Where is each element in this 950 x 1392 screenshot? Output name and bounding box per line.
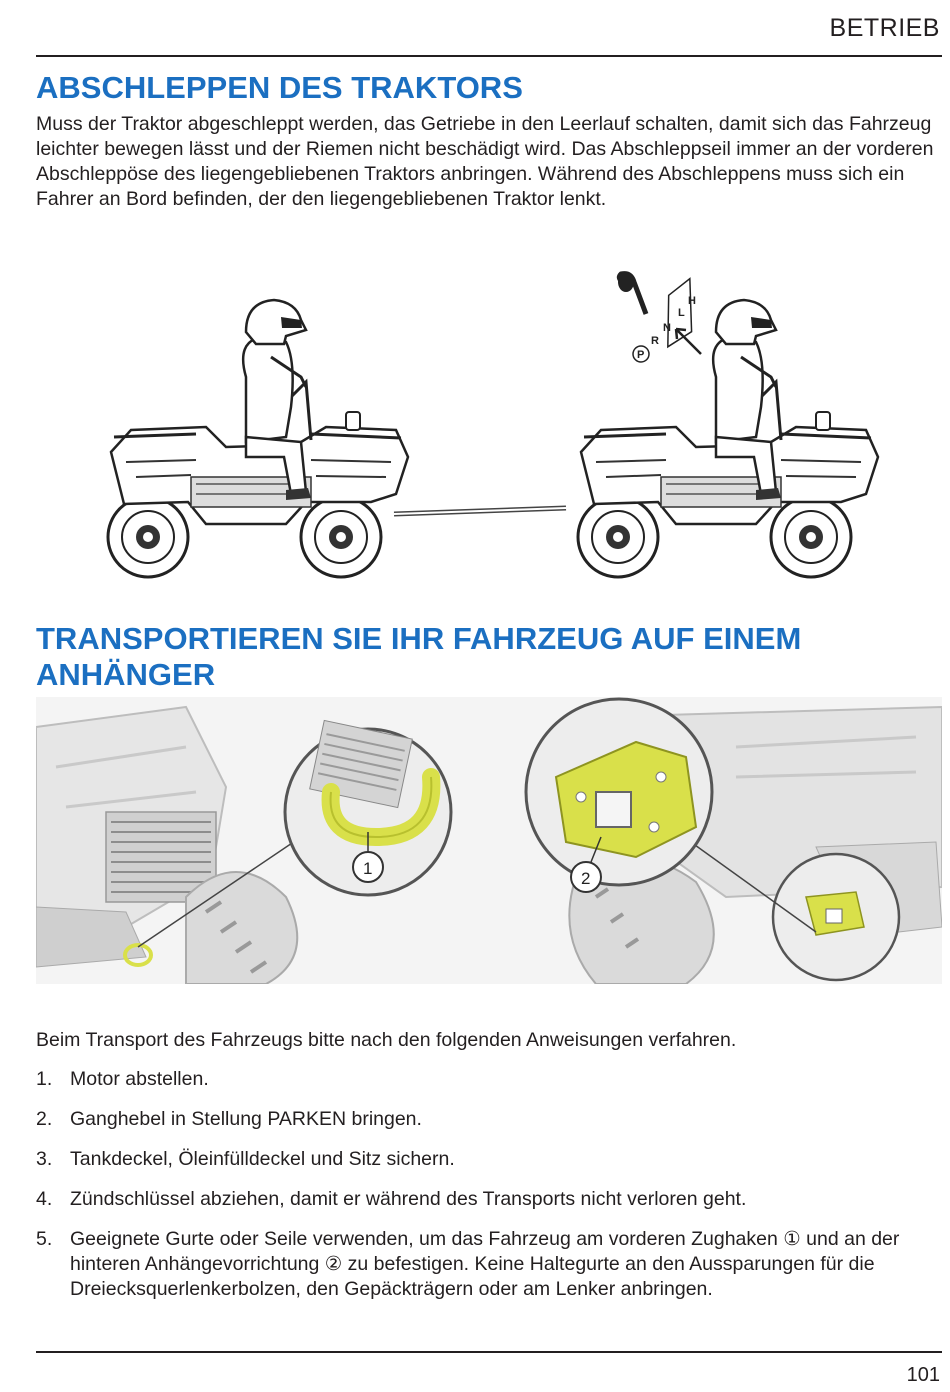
gear-label-h: H bbox=[688, 295, 696, 307]
header-rule bbox=[36, 55, 942, 57]
transport-intro: Beim Transport des Fahrzeugs bitte nach den folgenden Anweisungen verfahren. bbox=[36, 1029, 737, 1051]
step-item bbox=[36, 1187, 926, 1212]
gear-label-n: N bbox=[663, 322, 671, 334]
step-text: Motor abstellen. bbox=[70, 1068, 209, 1090]
towing-paragraph: Muss der Traktor abgeschleppt werden, das Getriebe in den Leerlauf schalten, damit sich das Fahrzeug leichter bewegen lässt und der Riemen nicht beschädigt wird. Das Abschleppseil immer an der vorderen Abschleppöse des liegengebliebenen Traktors anbringen. Während des Abschleppens muss sich ein Fahrer an Bord befinden, der den liegengebliebenen Traktor lenkt. bbox=[36, 113, 934, 210]
step-number: 5. bbox=[36, 1228, 53, 1250]
step-text: Zündschlüssel abziehen, damit er während des Transports nicht verloren geht. bbox=[70, 1188, 747, 1210]
gear-label-l: L bbox=[678, 307, 685, 319]
step-item bbox=[36, 1067, 926, 1092]
step-item bbox=[36, 1147, 926, 1172]
step-item bbox=[36, 1107, 926, 1132]
step-number: 3. bbox=[36, 1148, 53, 1170]
section-label: BETRIEB bbox=[829, 14, 940, 42]
page-number: 101 bbox=[906, 1364, 940, 1386]
transport-steps bbox=[36, 1067, 926, 1317]
step-number: 2. bbox=[36, 1108, 53, 1130]
towing-heading: ABSCHLEPPEN DES TRAKTORS bbox=[36, 70, 523, 105]
step-item bbox=[36, 1227, 926, 1302]
step-text: Tankdeckel, Öleinfülldeckel und Sitz sichern. bbox=[70, 1148, 455, 1170]
footer-rule bbox=[36, 1351, 942, 1353]
step-text: Ganghebel in Stellung PARKEN bringen. bbox=[70, 1108, 422, 1130]
step-text: Geeignete Gurte oder Seile verwenden, um das Fahrzeug am vorderen Zughaken ① und an der hinteren Anhängevorrichtung ② zu befestigen. Keine Haltegurte an den Aussparungen für die Dreiecksquerlenkerbolzen, den Gepäckträgern oder am Lenker anbringen. bbox=[70, 1228, 900, 1300]
gear-label-p: P bbox=[637, 349, 645, 361]
step-number: 1. bbox=[36, 1068, 53, 1090]
transport-heading: TRANSPORTIEREN SIE IHR FAHRZEUG AUF EINEM ANHÄNGER bbox=[36, 621, 802, 692]
transport-illustration bbox=[36, 697, 942, 984]
gear-label-r: R bbox=[651, 335, 659, 347]
callout-2: 2 bbox=[581, 869, 591, 888]
callout-1: 1 bbox=[363, 859, 373, 878]
towing-illustration bbox=[96, 262, 896, 592]
step-number: 4. bbox=[36, 1188, 53, 1210]
